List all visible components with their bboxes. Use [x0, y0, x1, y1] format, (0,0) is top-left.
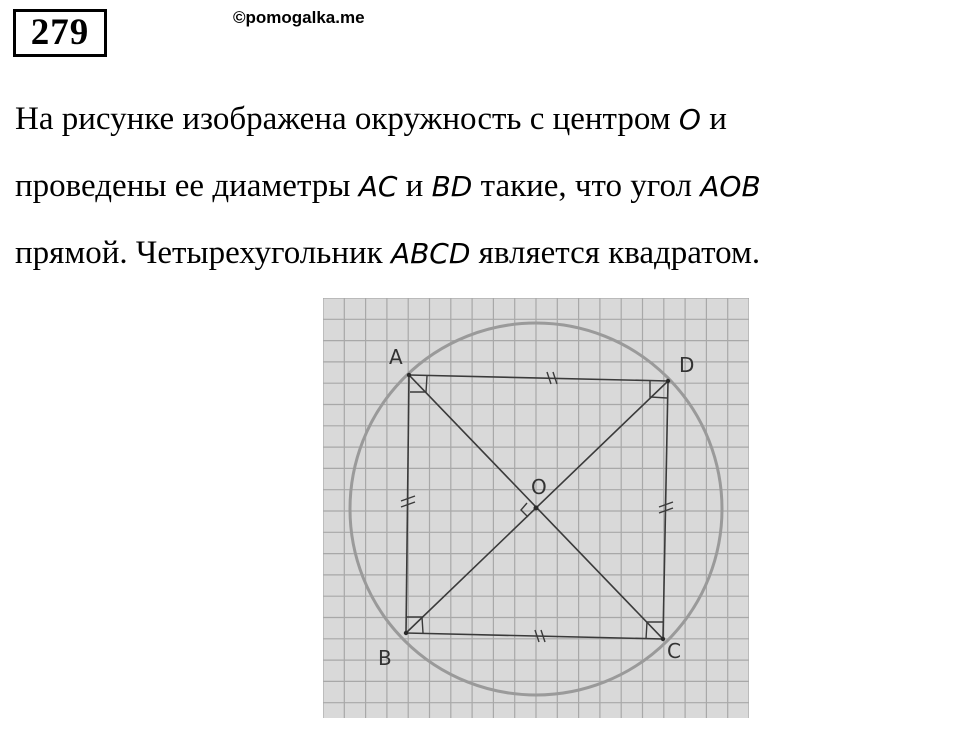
text-segment: является квадратом. [470, 235, 761, 271]
geometry-figure [323, 298, 749, 718]
text-segment: прямой. Четырехугольник [15, 235, 391, 271]
point-c [661, 637, 665, 641]
problem-line-1 [15, 86, 945, 153]
point-o [534, 506, 539, 511]
text-segment: проведены ее диаметры [15, 168, 359, 204]
task-number-box: 279 [13, 9, 107, 57]
text-segment: и [700, 101, 727, 137]
text-segment: и [397, 168, 432, 204]
math-variable: AOB [700, 170, 761, 203]
math-variable: ABCD [390, 237, 471, 270]
math-variable: O [678, 103, 701, 136]
label-c: C [667, 639, 681, 663]
watermark: ©pomogalka.me [233, 8, 365, 27]
label-d: D [679, 353, 695, 377]
math-variable: AC [358, 170, 398, 203]
figure-svg [323, 298, 749, 718]
text-segment: такие, что угол [472, 168, 701, 204]
point-a [407, 373, 411, 377]
text-segment: На рисунке изображена окружность с центром [15, 101, 679, 137]
point-d [666, 379, 670, 383]
label-b: B [378, 646, 392, 670]
label-o: O [531, 475, 547, 499]
point-b [404, 631, 408, 635]
problem-statement [15, 86, 945, 287]
problem-line-3 [15, 220, 945, 287]
label-a: A [389, 345, 403, 369]
problem-line-2 [15, 153, 945, 220]
math-variable: BD [431, 170, 473, 203]
